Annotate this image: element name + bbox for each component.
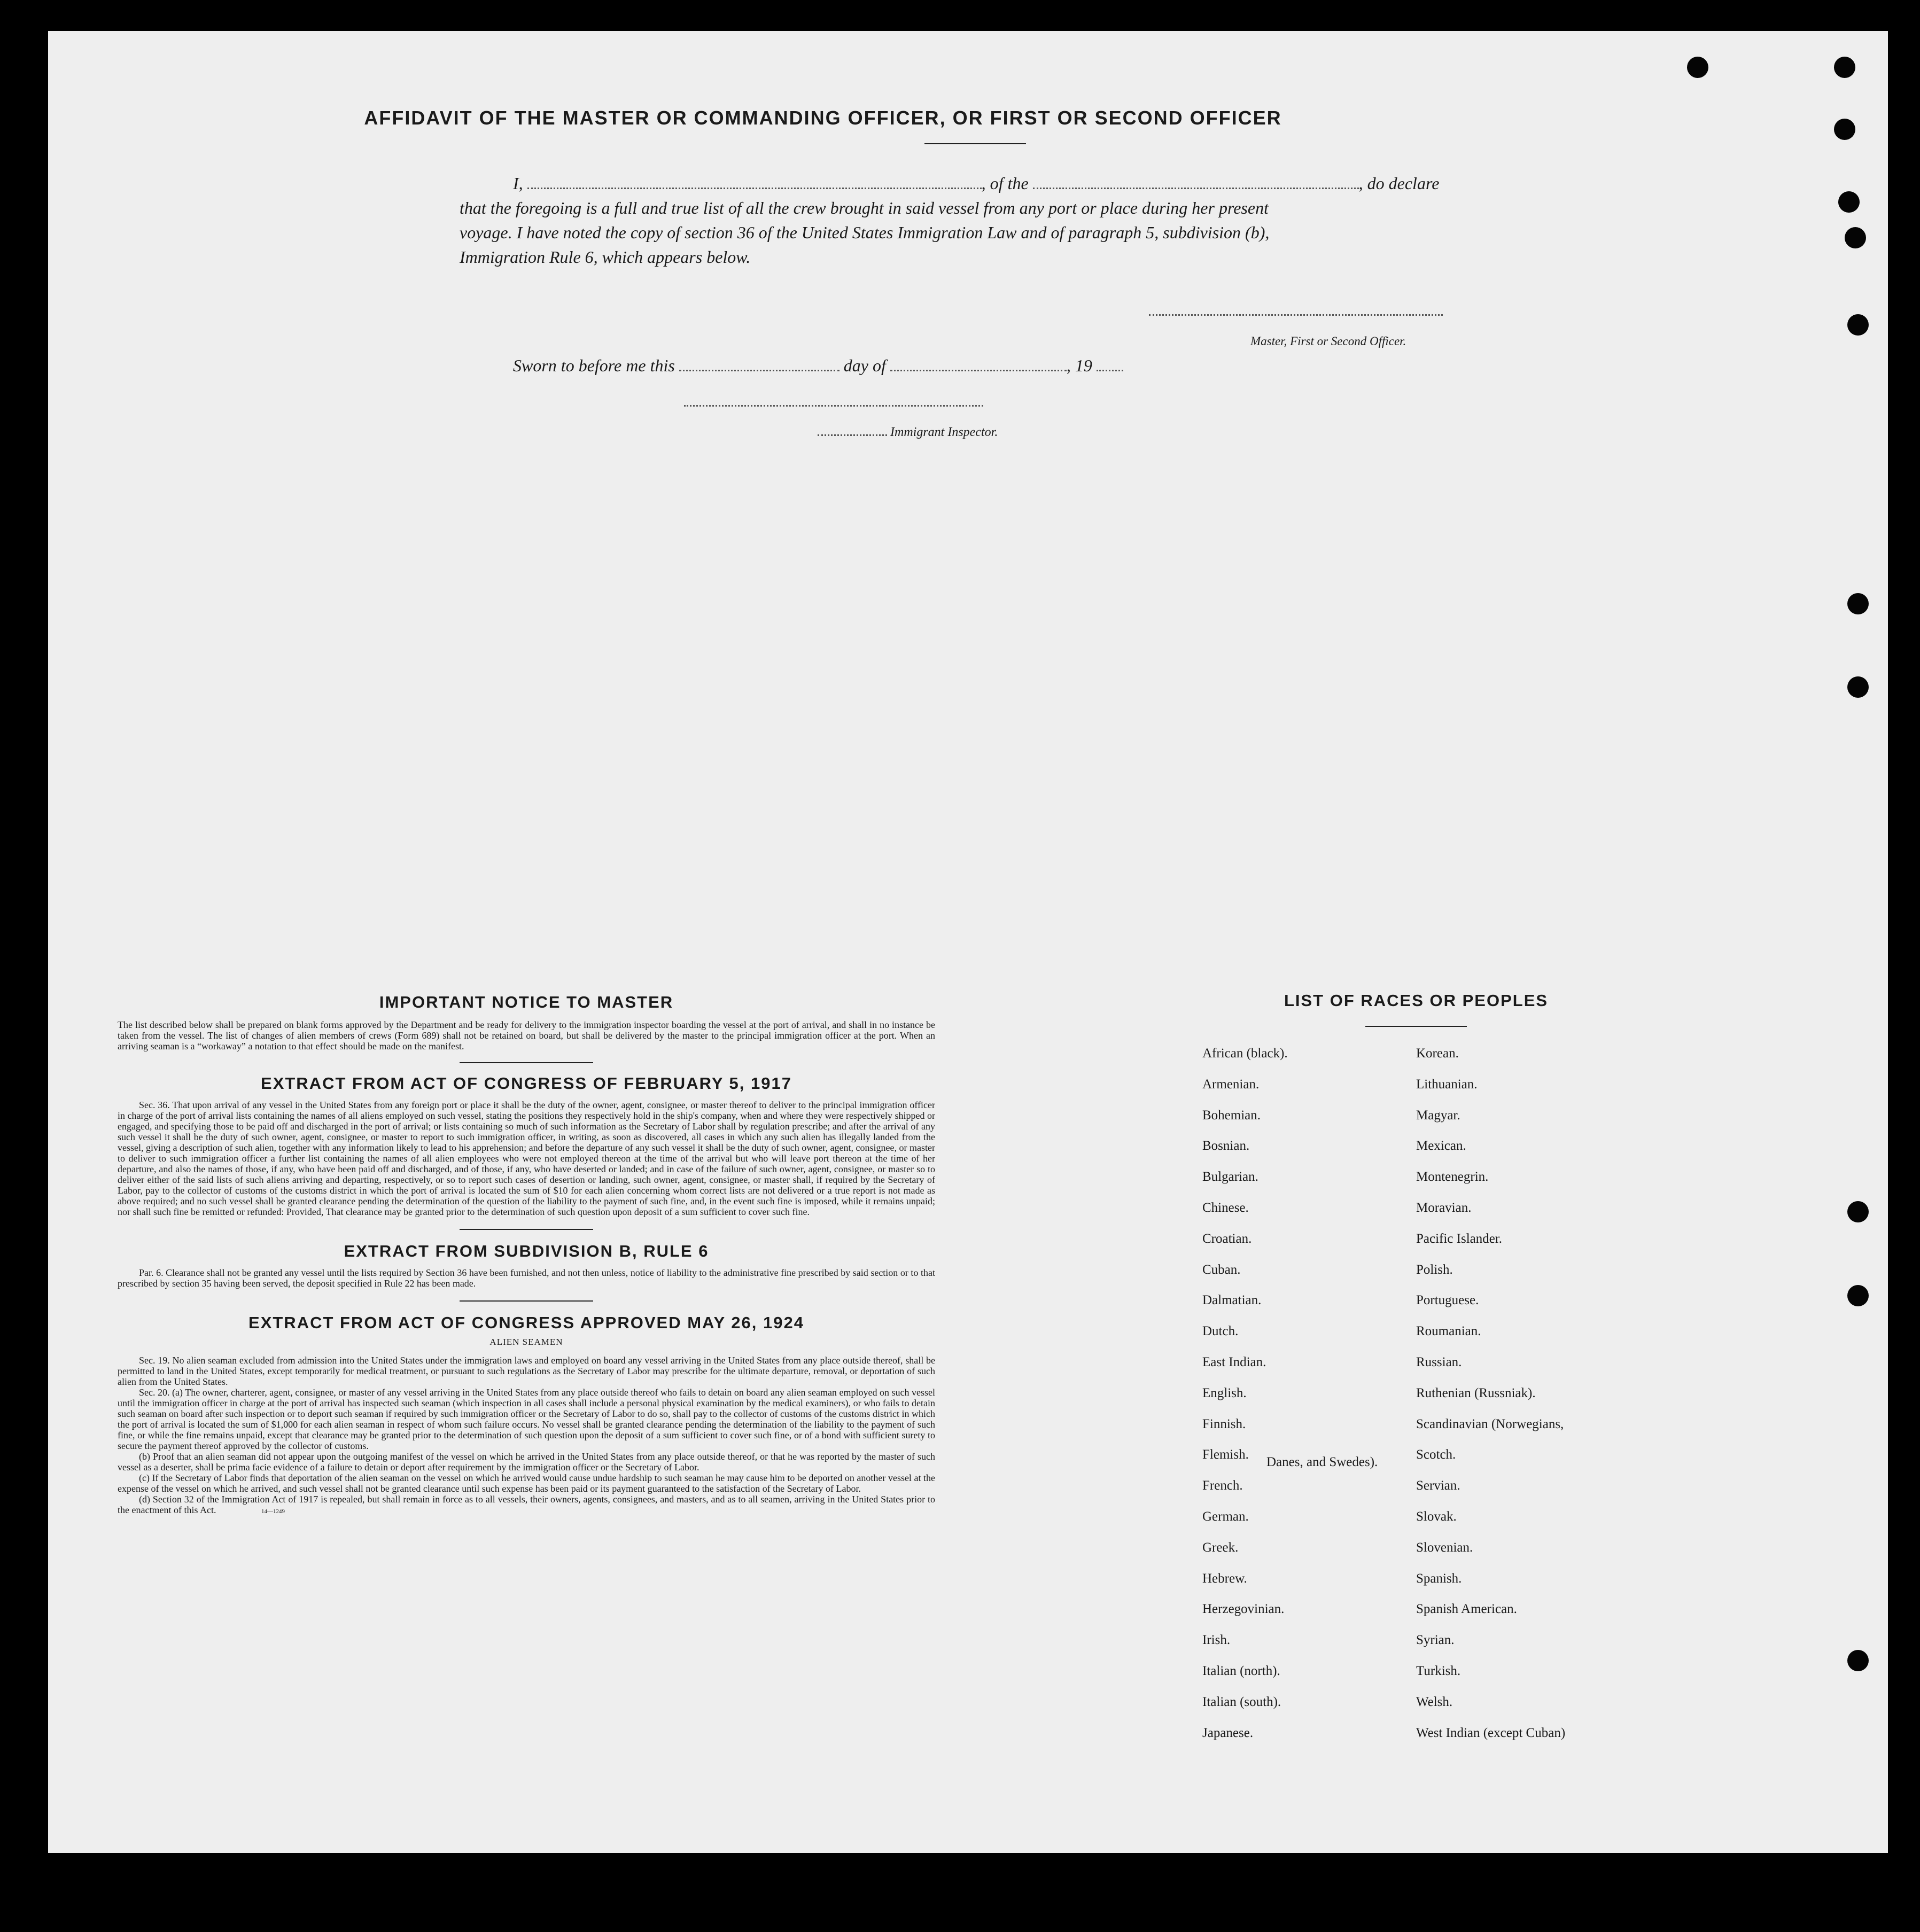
race-item: Bosnian. bbox=[1202, 1139, 1250, 1154]
race-item: West Indian (except Cuban) bbox=[1416, 1725, 1566, 1740]
race-item: Moravian. bbox=[1416, 1201, 1472, 1215]
punch-hole bbox=[1847, 314, 1869, 336]
affidavit-line-1 bbox=[460, 171, 1544, 196]
month-blank[interactable] bbox=[890, 354, 1067, 371]
race-item: Hebrew. bbox=[1202, 1571, 1247, 1586]
sworn-line bbox=[513, 353, 1123, 378]
affidavit-line-2: that the foregoing is a full and true list of all the crew brought in said vessel from any port or place during her present bbox=[460, 198, 1269, 217]
race-item: Scandinavian (Norwegians, bbox=[1416, 1416, 1564, 1431]
race-item: Polish. bbox=[1416, 1262, 1453, 1277]
affidavit-body bbox=[460, 171, 1544, 269]
title-rule bbox=[924, 143, 1026, 144]
punch-hole bbox=[1687, 57, 1708, 78]
subdivision-title: EXTRACT FROM SUBDIVISION B, RULE 6 bbox=[344, 1242, 709, 1260]
race-item: Croatian. bbox=[1202, 1231, 1252, 1246]
race-scandinavian-cont: Danes, and Swedes). bbox=[1266, 1455, 1378, 1469]
race-item: Scotch. bbox=[1416, 1447, 1456, 1462]
race-item: Dalmatian. bbox=[1202, 1293, 1262, 1308]
year-blank[interactable] bbox=[1097, 354, 1123, 371]
affidavit-title: AFFIDAVIT OF THE MASTER OR COMMANDING OFFICER, OR FIRST OR SECOND OFFICER bbox=[364, 107, 1282, 129]
day-of-label: day of bbox=[843, 356, 886, 375]
extract-1924-p1: Sec. 19. No alien seaman excluded from admission into the United States under the immigration laws and employed on board any vessel arriving in the United States from any place outside thereof, shall be permitted to land in the United States, except temporarily for medical treatment, or pursuant to such regulations as the Secretary of Labor may prescribe for the ultimate departure, removal, or deportation of such alien from the United States. bbox=[118, 1355, 935, 1387]
race-item: Portuguese. bbox=[1416, 1293, 1479, 1308]
alien-seamen-subtitle: ALIEN SEAMEN bbox=[489, 1337, 563, 1347]
name-blank[interactable] bbox=[527, 172, 982, 189]
race-item: German. bbox=[1202, 1509, 1249, 1524]
race-item: Cuban. bbox=[1202, 1262, 1241, 1277]
extract-1917-rule bbox=[460, 1229, 593, 1230]
race-item: Ruthenian (Russniak). bbox=[1416, 1385, 1536, 1400]
race-item: Servian. bbox=[1416, 1478, 1460, 1493]
race-item: Greek. bbox=[1202, 1540, 1239, 1555]
notice-rule bbox=[460, 1062, 593, 1063]
race-item: Spanish American. bbox=[1416, 1602, 1517, 1617]
race-item: Mexican. bbox=[1416, 1139, 1466, 1154]
inspector-dots bbox=[818, 424, 887, 436]
affidavit-line-3: voyage. I have noted the copy of section 36 of the United States Immigration Law and of paragraph 5, subdivision (b), bbox=[460, 223, 1270, 242]
punch-hole bbox=[1847, 1201, 1869, 1222]
race-item: Lithuanian. bbox=[1416, 1077, 1478, 1092]
race-item: Slovenian. bbox=[1416, 1540, 1473, 1555]
inspector-blank[interactable] bbox=[684, 405, 983, 407]
race-item: Herzegovinian. bbox=[1202, 1602, 1285, 1617]
do-declare-label: , do declare bbox=[1358, 174, 1440, 193]
extract-1924-title: EXTRACT FROM ACT OF CONGRESS APPROVED MAY 26, 1924 bbox=[248, 1313, 804, 1332]
of-the-label: , of the bbox=[981, 174, 1029, 193]
inspector-label: Immigrant Inspector. bbox=[890, 425, 998, 439]
signature-caption: Master, First or Second Officer. bbox=[1250, 334, 1406, 348]
race-item: Magyar. bbox=[1416, 1108, 1460, 1123]
race-item: Russian. bbox=[1416, 1355, 1462, 1369]
extract-1924-p4: (c) If the Secretary of Labor finds that deportation of the alien seaman on the vessel on which he arrived would cause undue hardship to such seaman he may cause him to be deported on another vessel at the expense of the vessel on which he arrived, and such vessel shall not be granted clearance until such expense has been paid or its payment guaranteed to the satisfaction of the Secretary of Labor. bbox=[118, 1473, 935, 1494]
race-item: Italian (north). bbox=[1202, 1664, 1280, 1678]
notice-text: The list described below shall be prepared on blank forms approved by the Department and be ready for delivery to the immigration inspector boarding the vessel at the port of arrival, and shall in no instance be taken from the vessel. The list of changes of alien members of crews (Form 689) shall not be retained on board, but shall be delivered by the master to the principal immigration officer at the port. When an arriving seaman is a “workaway” a notation to that effect should be made on the manifest. bbox=[118, 1019, 935, 1051]
year-label: , 19 bbox=[1066, 356, 1092, 375]
extract-1924-p2: Sec. 20. (a) The owner, charterer, agent, consignee, or master of any vessel arriving in the United States from any place outside thereof who fails to detain on board any alien seaman employed on such vessel until the immigration officer in charge at the port of arrival has inspected such seaman (which inspection in all cases shall include a personal physical examination by the medical examiners), or who fails to detain such seaman on board after such inspection or to deport such seaman if required by such immigration officer or the Secretary of Labor to do so, shall pay to the collector of customs of the customs district in which the port of arrival is located the sum of $1,000 for each alien seaman in respect of whom such failure occurs. No vessel shall be granted clearance pending the determination of the liability to the payment of such fine, or while the fine remains unpaid, except that clearance may be granted prior to the determination of such question upon the deposit of a sum sufficient to cover such fine, or of a bond with sufficient surety to secure the payment thereof approved by the collector of customs. bbox=[118, 1387, 935, 1451]
sworn-label: Sworn to before me this bbox=[513, 356, 675, 375]
race-item: Korean. bbox=[1416, 1046, 1459, 1061]
inspector-caption bbox=[818, 424, 998, 440]
notice-title: IMPORTANT NOTICE TO MASTER bbox=[379, 993, 674, 1011]
punch-hole bbox=[1834, 119, 1855, 140]
form-number: 14—1249 bbox=[261, 1508, 285, 1515]
subdivision-text: Par. 6. Clearance shall not be granted any vessel until the lists required by Section 36 have been furnished, and not then unless, notice of liability to the administrative fine prescribed by said section or to that prescribed by section 35 having been served, the deposit specified in Rule 22 has been made. bbox=[118, 1267, 935, 1289]
race-item: Irish. bbox=[1202, 1633, 1231, 1648]
extract-1924-p3: (b) Proof that an alien seaman did not appear upon the outgoing manifest of the vessel on which he arrived in the United States from any place outside thereof, or that he was reported by the master of such vessel as a deserter, shall be prima facie evidence of a failure to detain or deport after requirement by the immigration officer or the Secretary of Labor. bbox=[118, 1451, 935, 1473]
punch-hole bbox=[1838, 191, 1860, 213]
affidavit-line-4: Immigration Rule 6, which appears below. bbox=[460, 247, 751, 267]
race-item: Pacific Islander. bbox=[1416, 1231, 1503, 1246]
race-item: Armenian. bbox=[1202, 1077, 1260, 1092]
race-item: Spanish. bbox=[1416, 1571, 1462, 1586]
race-item: Bohemian. bbox=[1202, 1108, 1261, 1123]
race-item: Roumanian. bbox=[1416, 1324, 1481, 1339]
race-item: Syrian. bbox=[1416, 1633, 1455, 1648]
punch-hole bbox=[1847, 676, 1869, 698]
subdivision-rule bbox=[460, 1300, 593, 1302]
extract-1924-p5 bbox=[118, 1494, 935, 1517]
day-blank[interactable] bbox=[679, 354, 839, 371]
punch-hole bbox=[1847, 1285, 1869, 1306]
race-item: Welsh. bbox=[1416, 1694, 1453, 1709]
extract-1917-title: EXTRACT FROM ACT OF CONGRESS OF FEBRUARY 5, 1917 bbox=[261, 1074, 792, 1093]
vessel-blank[interactable] bbox=[1033, 172, 1359, 189]
race-item: Japanese. bbox=[1202, 1725, 1254, 1740]
race-item: Finnish. bbox=[1202, 1416, 1246, 1431]
races-title: LIST OF RACES OR PEOPLES bbox=[1284, 991, 1549, 1010]
race-item: Montenegrin. bbox=[1416, 1170, 1489, 1185]
left-column bbox=[118, 993, 935, 1517]
punch-hole bbox=[1847, 1650, 1869, 1671]
extract-1917-text: Sec. 36. That upon arrival of any vessel in the United States from any foreign port or place it shall be the duty of the owner, agent, consignee, or master thereof to deliver to the principal immigration officer in charge of the port of arrival lists containing the names of all aliens employed on such vessel, stating the positions they respectively hold in the ship's company, when and where they were respectively shipped or engaged, and specifying those to be paid off and discharged in the port of arrival; or lists containing so much of such information as the Secretary of Labor shall by regulation prescribe; and after the arrival of any such vessel it shall be the duty of such owner, agent, consignee, or master to report to such immigration officer, in writing, as soon as discovered, all cases in which any such alien has illegally landed from the vessel, giving a description of such alien, together with any information likely to lead to his apprehension; and before the departure of any such vessel it shall be the duty of such owner, agent, consignee, or master to deliver to such immigration officer a further list containing the names of all alien employees who were not employed thereon at the time of the arrival but who will leave port thereon at the time of her departure, and also the names of those, if any, who have been paid off and discharged, and of those, if any, who have deserted or landed; and in case of the failure of such owner, agent, consignee, or master so to deliver either of the said lists of such aliens arriving and departing, respectively, or so to report such cases of desertion or landing, such owner, agent, consignee, or master shall, if required by the Secretary of Labor, pay to the collector of customs of the customs district in which the port of arrival is located the sum of $10 for each alien concerning whom correct lists are not delivered or a true report is not made as above required; and no such vessel shall be granted clearance pending the determination of the question of the liability to the payment of such fine, and, in the event such fine is imposed, while it remains unpaid; nor shall such fine be remitted or refunded: Provided, That clearance may be granted prior to the determination of such question upon deposit of a sum sufficient to cover such fine. bbox=[118, 1100, 935, 1217]
extract-1924-p5-text: (d) Section 32 of the Immigration Act of 1917 is repealed, but shall remain in force as to all vessels, their owners, agents, consignees, and masters, and as to all seamen, arriving in the United States prior to the enactment of this Act. bbox=[118, 1494, 935, 1515]
race-item: Bulgarian. bbox=[1202, 1170, 1258, 1185]
punch-hole bbox=[1845, 227, 1866, 248]
affidavit-i: I, bbox=[513, 174, 523, 193]
races-title-rule bbox=[1365, 1026, 1467, 1027]
document-page bbox=[48, 31, 1888, 1853]
race-item: African (black). bbox=[1202, 1046, 1288, 1061]
race-item: Flemish. bbox=[1202, 1447, 1249, 1462]
punch-hole bbox=[1834, 57, 1855, 78]
race-item: East Indian. bbox=[1202, 1355, 1266, 1369]
race-item: Chinese. bbox=[1202, 1201, 1249, 1215]
race-item: Slovak. bbox=[1416, 1509, 1457, 1524]
race-item: Turkish. bbox=[1416, 1664, 1461, 1678]
race-item: Dutch. bbox=[1202, 1324, 1239, 1339]
signature-blank[interactable] bbox=[1149, 314, 1443, 316]
race-item: Italian (south). bbox=[1202, 1694, 1281, 1709]
race-item: English. bbox=[1202, 1385, 1247, 1400]
race-item: French. bbox=[1202, 1478, 1243, 1493]
punch-hole bbox=[1847, 593, 1869, 614]
